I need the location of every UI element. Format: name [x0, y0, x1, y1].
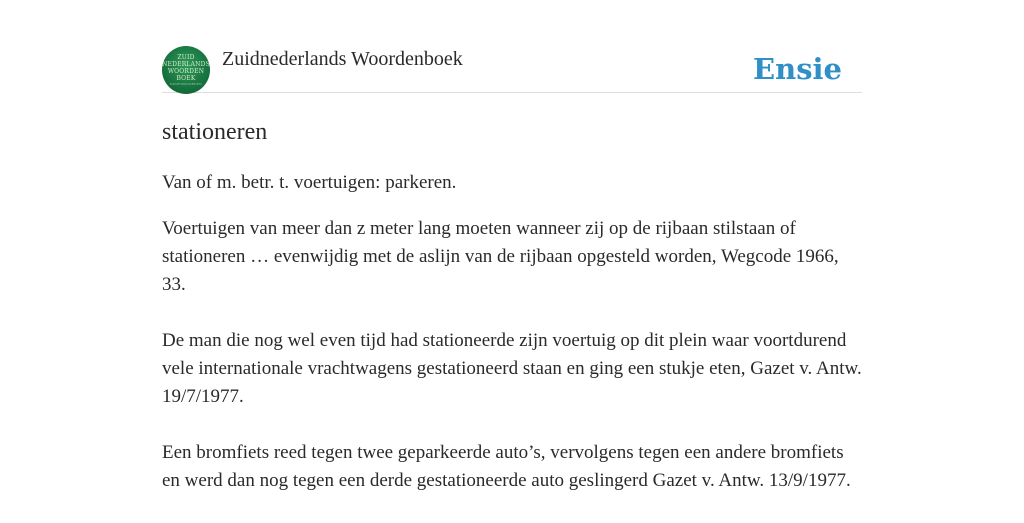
dictionary-logo-icon[interactable] — [162, 46, 210, 94]
logo-text-line-3: WOORDEN — [167, 68, 205, 75]
entry-title: stationeren — [162, 119, 268, 145]
example-quote: Een bromfiets reed tegen twee geparkeerde auto’s, vervolgens tegen een andere bromfiets en werd dan nog tegen een derde gestationeerde auto geslingerd Gazet v. Antw. 13/9/1977. — [162, 442, 851, 491]
entry-definition: Van of m. betr. t. voertuigen: parkeren. — [162, 172, 457, 193]
logo-text-line-1: ZUID — [177, 54, 195, 61]
logo-text-small: HOOFDWOORDEN — [170, 82, 202, 86]
logo-text-line-4: BOEK — [176, 75, 196, 82]
example-quote: Voertuigen van meer dan z meter lang moeten wanneer zij op de rijbaan stilstaan of stationeren … evenwijdig met de aslijn van de rijbaan opgesteld worden, Wegcode 1966, 33. — [162, 218, 839, 295]
example-quote: De man die nog wel even tijd had stationeerde zijn voertuig op dit plein waar voortdurend vele internationale vrachtwagens gestationeerd staan en ging een stukje eten, Gazet v. Antw. 19/7/1977. — [162, 330, 862, 407]
logo-text-line-2: NEDERLANDS — [162, 61, 210, 68]
header — [162, 44, 862, 93]
ensie-brand-logo[interactable]: Ensie — [753, 52, 842, 86]
dictionary-name-link[interactable]: Zuidnederlands Woordenboek — [222, 48, 463, 70]
entry-card — [162, 44, 862, 523]
examples-list — [162, 215, 862, 495]
